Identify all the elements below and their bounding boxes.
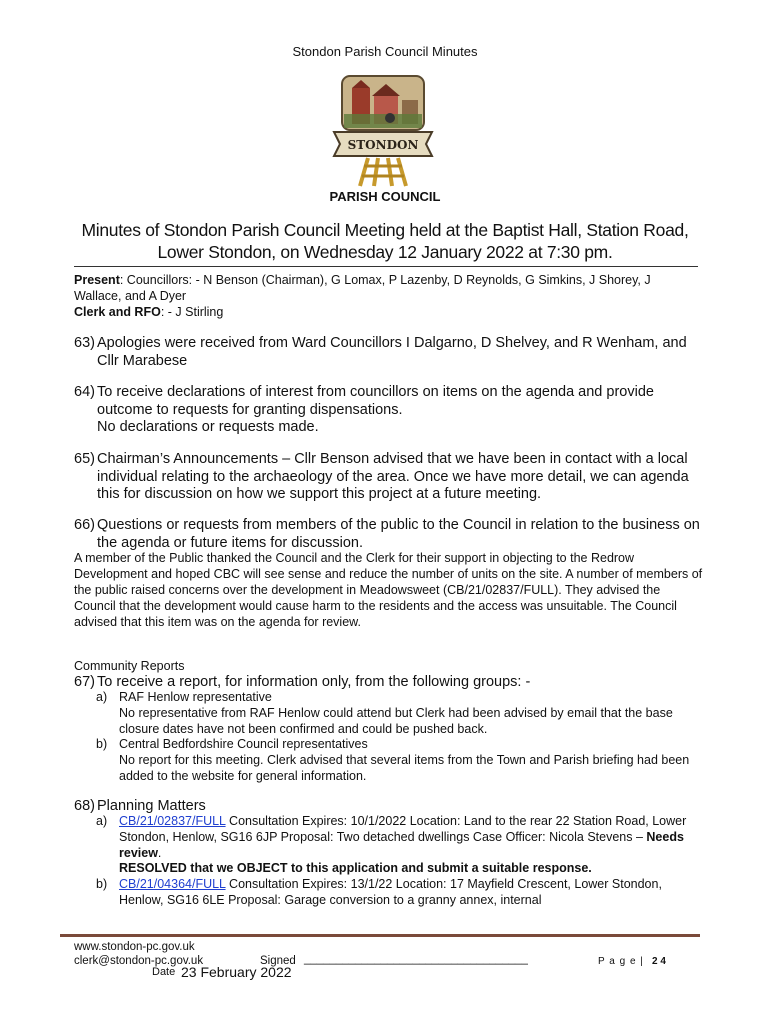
date-value: 23 February 2022: [181, 964, 292, 980]
item-number: 66): [74, 517, 95, 533]
signed-label: Signed: [260, 955, 296, 967]
planning-ref-link[interactable]: CB/21/04364/FULL: [119, 877, 226, 891]
item-text: Planning Matters: [97, 798, 206, 814]
sub-item-68b: [96, 877, 700, 909]
item-number: 65): [74, 451, 95, 467]
sub-item-67b: [96, 737, 700, 784]
minute-item-65: [74, 451, 704, 504]
item-text: Questions or requests from members of the public to the Council in relation to the business on the agenda or future items for discussion.: [97, 517, 700, 551]
crest-banner-text: STONDON: [347, 138, 419, 152]
sub-item-body: Consultation Expires: 10/1/2022 Location: Land to the rear 22 Station Road, Lower Stondon, Henlow, SG16 6JP Proposal: Two detached dwellings Case Officer: Nicola Stevens –: [119, 814, 687, 844]
item-text: Chairman’s Announcements – Cllr Benson advised that we have been in contact with a local individual relating to the archaeology of the area. Once we have more detail, we can agenda this for discussion on how we support this project at a future meeting.: [97, 451, 689, 502]
minute-item-64: [74, 384, 704, 437]
footer-email[interactable]: clerk@stondon-pc.gov.uk: [74, 955, 204, 967]
footer-website[interactable]: www.stondon-pc.gov.uk: [74, 941, 195, 953]
sub-item-letter: a): [96, 814, 108, 828]
signature-line: ___________________________________: [304, 953, 528, 965]
sub-item-letter: a): [96, 690, 108, 704]
council-label: PARISH COUNCIL: [329, 189, 441, 204]
item-number: 64): [74, 384, 95, 400]
sub-item-title: Central Bedfordshire Council representatives: [119, 737, 368, 751]
sub-item-body: No representative from RAF Henlow could attend but Clerk had been advised by email that the base closure dates have not been confirmed and could be pushed back.: [119, 705, 673, 736]
page-label: P a g e |: [598, 956, 644, 967]
item-number: 63): [74, 335, 95, 351]
needs-review-text: Needs review: [119, 829, 684, 860]
attendance-block: [74, 272, 698, 320]
title-divider: [74, 266, 698, 267]
document-title: [60, 219, 710, 263]
item-note: No declarations or requests made.: [97, 419, 319, 435]
item-number: 68): [74, 798, 95, 814]
present-label: Present: [74, 273, 120, 287]
item-number: 67): [74, 674, 95, 690]
sub-item-period: .: [157, 845, 162, 860]
present-text: : Councillors: - N Benson (Chairman), G Lomax, P Lazenby, D Reynolds, G Simkins, J Shorey, J Wallace, and A Dyer: [74, 273, 651, 303]
sub-item-body: No report for this meeting. Clerk advised that several items from the Town and Parish briefing had been added to the website for general information.: [119, 752, 690, 783]
sub-item-68a: [96, 814, 700, 877]
minute-item-68: [74, 798, 704, 816]
community-reports-heading: Community Reports: [74, 659, 185, 673]
page-number: 2 4: [652, 956, 666, 967]
item-text: To receive a report, for information only, from the following groups: -: [97, 674, 531, 690]
footer-divider: [60, 934, 700, 937]
planning-ref-link[interactable]: CB/21/02837/FULL: [119, 814, 226, 828]
sub-item-letter: b): [96, 737, 108, 751]
running-header: Stondon Parish Council Minutes: [292, 44, 478, 59]
sub-item-title: RAF Henlow representative: [119, 690, 272, 704]
sub-item-67a: [96, 690, 700, 737]
clerk-label: Clerk and RFO: [74, 305, 161, 319]
item-text: To receive declarations of interest from councillors on items on the agenda and provide outcome to requests for granting dispensations.: [97, 384, 654, 418]
clerk-text: : - J Stirling: [160, 305, 224, 319]
date-label: Date: [152, 966, 176, 978]
public-questions-paragraph: A member of the Public thanked the Council and the Clerk for their support in objecting to the Redrow Development and hoped CBC will see sense and reduce the number of units on the site. A number of members of the public raised concerns over the development in Meadowsweet (CB/21/02837/FULL). They advised the Council that the development would cause harm to the residents and the access was unsuitable. The Council advised that this item was on the agenda for review.: [74, 551, 703, 629]
sub-item-body: Consultation Expires: 13/1/22 Location: 17 Mayfield Crescent, Lower Stondon, Henlow, SG16 6LE Proposal: Garage conversion to a granny annex, internal: [119, 877, 662, 907]
title-line-2: Lower Stondon, on Wednesday 12 January 2022 at 7:30 pm.: [157, 242, 613, 262]
sub-item-letter: b): [96, 877, 108, 891]
minute-item-67: [74, 674, 704, 692]
minute-item-63: [74, 335, 704, 370]
parish-crest-logo: [330, 74, 436, 188]
title-line-1: Minutes of Stondon Parish Council Meeting held at the Baptist Hall, Station Road,: [81, 220, 689, 240]
item-text: Apologies were received from Ward Councillors I Dalgarno, D Shelvey, and R Wenham, and Cllr Marabese: [97, 335, 687, 369]
resolution-text: RESOLVED that we OBJECT to this application and submit a suitable response.: [119, 861, 592, 876]
minute-item-66: [74, 517, 704, 552]
